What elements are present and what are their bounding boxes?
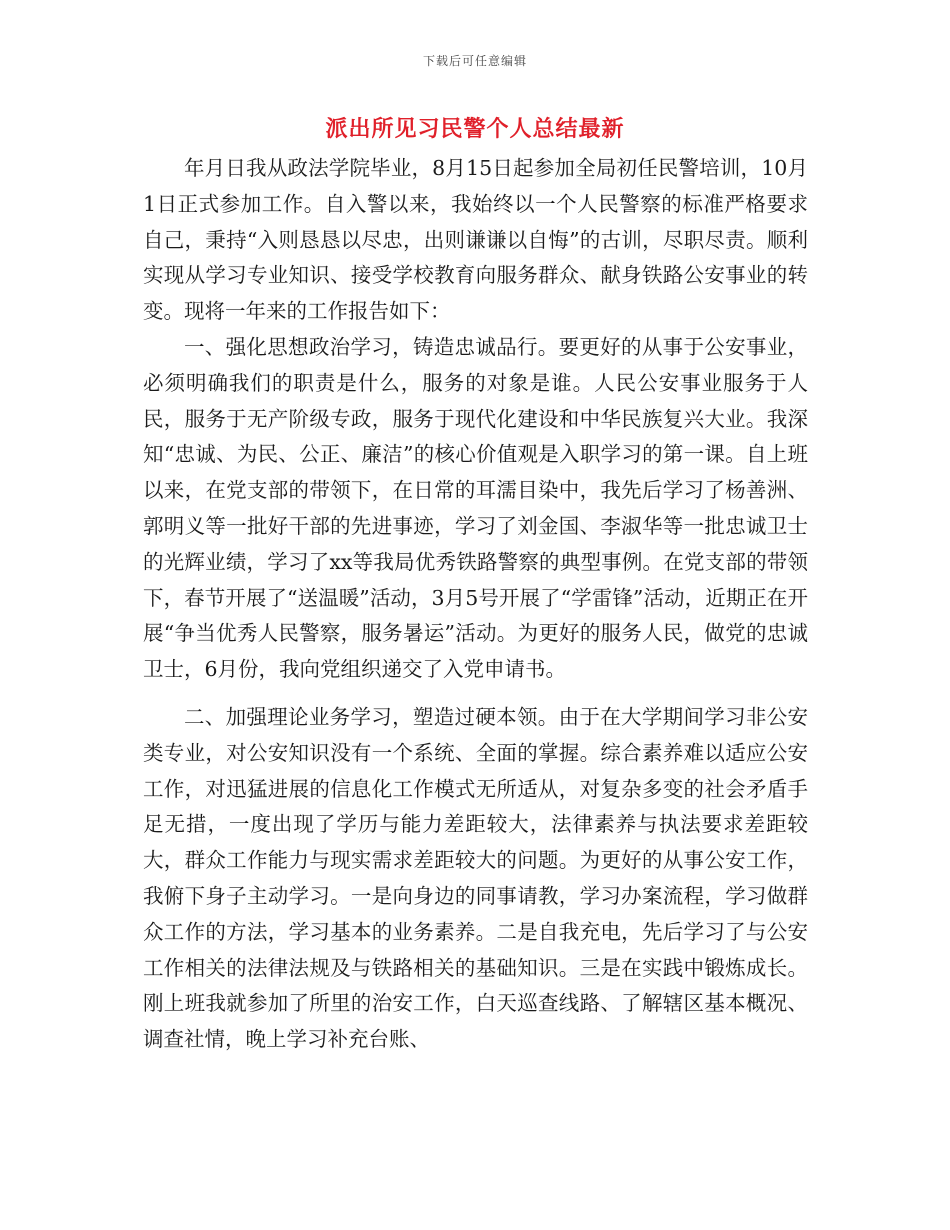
document-title: 派出所见习民警个人总结最新 xyxy=(325,116,625,142)
header-note: 下载后可任意编辑 xyxy=(422,54,527,68)
paragraph-intro: 年月日我从政法学院毕业，8月15日起参加全局初任民警培训，10月1日正式参加工作。自入警以来，我始终以一个人民警察的标准严格要求自己，秉持“入则恳恳以尽忠，出则谦谦以自悔”的古训，尽职尽责。顺利实现从学习专业知识、接受学校教育向服务群众、献身铁路公安事业的转变。现将一年来的工作报告如下： xyxy=(143,156,808,324)
document-body xyxy=(143,151,808,1058)
paragraph-section-one: 一、强化思想政治学习，铸造忠诚品行。要更好的从事于公安事业，必须明确我们的职责是什么，服务的对象是谁。人民公安事业服务于人民，服务于无产阶级专政，服务于现代化建设和中华民族复兴大业。我深知“忠诚、为民、公正、廉洁”的核心价值观是入职学习的第一课。自上班以来，在党支部的带领下，在日常的耳濡目染中，我先后学习了杨善洲、郭明义等一批好干部的先进事迹，学习了刘金国、李淑华等一批忠诚卫士的光辉业绩，学习了xx等我局优秀铁路警察的典型事例。在党支部的带领下，春节开展了“送温暖”活动，3月5号开展了“学雷锋”活动，近期正在开展“争当优秀人民警察，服务暑运”活动。为更好的服务人民，做党的忠诚卫士，6月份，我向党组织递交了入党申请书。 xyxy=(143,334,808,682)
paragraph-section-two: 二、加强理论业务学习，塑造过硬本领。由于在大学期间学习非公安类专业，对公安知识没有一个系统、全面的掌握。综合素养难以适应公安工作，对迅猛进展的信息化工作模式无所适从，对复杂多变的社会矛盾手足无措，一度出现了学历与能力差距较大，法律素养与执法要求差距较大，群众工作能力与现实需求差距较大的问题。为更好的从事公安工作，我俯下身子主动学习。一是向身边的同事请教，学习办案流程，学习做群众工作的方法，学习基本的业务素养。二是自我充电，先后学习了与公安工作相关的法律法规及与铁路相关的基础知识。三是在实践中锻炼成长。刚上班我就参加了所里的治安工作，白天巡查线路、了解辖区基本概况、调查社情，晚上学习补充台账、 xyxy=(143,704,808,1052)
